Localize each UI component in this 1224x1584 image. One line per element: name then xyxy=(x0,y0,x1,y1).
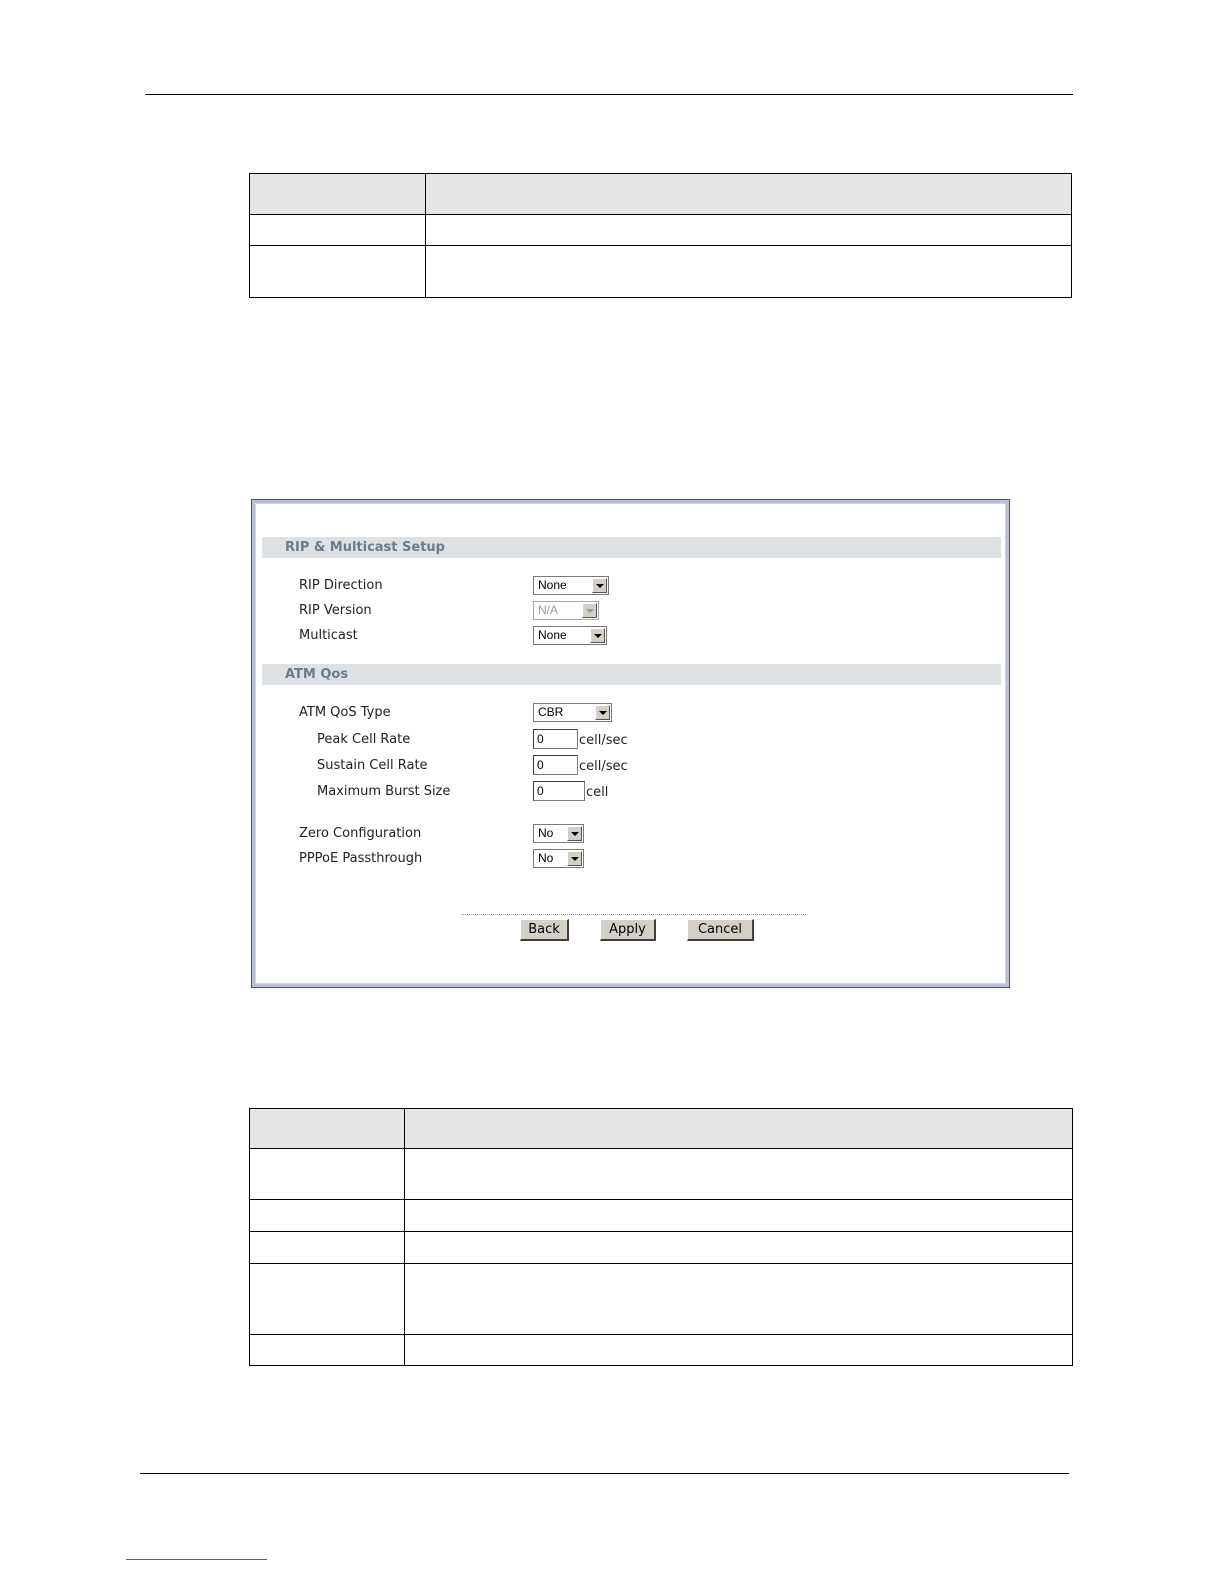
chevron-down-icon[interactable] xyxy=(582,603,597,618)
multicast-value: None xyxy=(538,628,567,642)
pppoe-passthrough-value: No xyxy=(538,851,554,865)
table-row xyxy=(250,1335,1073,1366)
table-row xyxy=(250,215,1072,246)
table-row xyxy=(250,1200,1073,1232)
bottom-table xyxy=(249,1108,1073,1366)
pppoe-passthrough-select[interactable] xyxy=(533,849,584,868)
cancel-button[interactable]: Cancel xyxy=(687,919,754,941)
table-row xyxy=(250,1264,1073,1335)
apply-button[interactable]: Apply xyxy=(600,919,656,941)
chevron-down-icon[interactable] xyxy=(567,851,582,866)
rip-direction-label: RIP Direction xyxy=(299,578,383,593)
max-burst-size-input[interactable]: 0 xyxy=(533,781,585,801)
chevron-down-icon[interactable] xyxy=(592,578,607,593)
table-header-row xyxy=(250,174,1072,215)
rip-direction-select[interactable] xyxy=(533,576,609,595)
screenshot-content xyxy=(255,503,1006,984)
top-table xyxy=(249,173,1072,298)
chevron-down-icon[interactable] xyxy=(590,628,605,643)
peak-cell-rate-input[interactable]: 0 xyxy=(533,729,578,749)
table-row xyxy=(250,1149,1073,1200)
rip-version-select[interactable] xyxy=(533,601,599,620)
footer-rule xyxy=(140,1473,1069,1474)
rip-version-value: N/A xyxy=(538,603,559,617)
chevron-down-icon[interactable] xyxy=(567,826,582,841)
peak-cell-rate-unit: cell/sec xyxy=(579,733,628,748)
table-header-row xyxy=(250,1109,1073,1149)
sustain-cell-rate-input[interactable]: 0 xyxy=(533,755,578,775)
sustain-cell-rate-label: Sustain Cell Rate xyxy=(317,758,428,773)
atm-qos-type-value: CBR xyxy=(538,705,564,719)
back-button[interactable]: Back xyxy=(520,919,569,941)
chevron-down-icon[interactable] xyxy=(595,705,610,720)
pppoe-passthrough-label: PPPoE Passthrough xyxy=(299,851,423,866)
sustain-cell-rate-unit: cell/sec xyxy=(579,759,628,774)
zero-configuration-label: Zero Configuration xyxy=(299,826,422,841)
peak-cell-rate-label: Peak Cell Rate xyxy=(317,732,411,747)
zero-configuration-value: No xyxy=(538,826,554,840)
table-row xyxy=(250,246,1072,298)
atm-qos-section-title: ATM Qos xyxy=(262,664,1001,685)
multicast-label: Multicast xyxy=(299,628,358,643)
multicast-select[interactable] xyxy=(533,626,607,645)
atm-qos-type-label: ATM QoS Type xyxy=(299,705,391,720)
atm-qos-type-select[interactable] xyxy=(533,703,612,722)
max-burst-size-label: Maximum Burst Size xyxy=(317,784,451,799)
max-burst-size-unit: cell xyxy=(586,785,609,800)
button-separator xyxy=(461,914,806,915)
advanced-setup-screenshot xyxy=(251,499,1010,988)
zero-configuration-select[interactable] xyxy=(533,824,584,843)
rip-version-label: RIP Version xyxy=(299,603,372,618)
header-rule xyxy=(145,94,1073,95)
rip-multicast-section-title: RIP & Multicast Setup xyxy=(262,537,1001,558)
footer-link-underline xyxy=(126,1559,267,1560)
rip-direction-value: None xyxy=(538,578,567,592)
table-row xyxy=(250,1232,1073,1264)
